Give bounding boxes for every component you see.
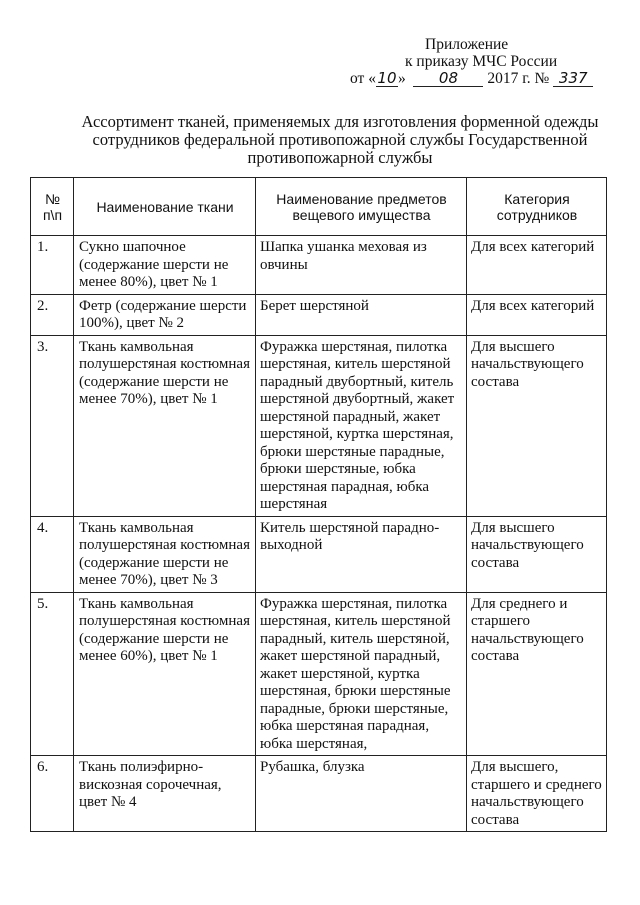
header-number: № п\п <box>31 178 74 236</box>
table-row <box>31 516 607 592</box>
date-mid: » <box>397 70 406 87</box>
row-fabric: Ткань камвольная полушерстяная костюмная (содержание шерсти не менее 70%), цвет № 1 <box>74 335 256 516</box>
table-row <box>31 335 607 516</box>
row-items: Китель шерстяной парадно-выходной <box>256 516 467 592</box>
row-category: Для среднего и старшего начальствующего состава <box>467 592 607 756</box>
date-year: 2017 г. № <box>487 70 550 87</box>
row-fabric: Фетр (содержание шерсти 100%), цвет № 2 <box>74 294 256 335</box>
approval-title: Приложение <box>425 36 509 53</box>
row-number: 5. <box>31 592 74 756</box>
row-items: Фуражка шерстяная, пилотка шерстяная, китель шерстяной парадный, китель шерстяной, жакет шерстяной парадный, жакет шерстяной, куртка шерстяная, брюки шерстяные парадные, брюки шерстяные, юбка шерстяная парадная, юбка шерстяная, <box>256 592 467 756</box>
table-header-row <box>31 178 607 236</box>
row-category: Для всех категорий <box>467 236 607 295</box>
document-title: Ассортимент тканей, применяемых для изготовления форменной одежды сотрудников федеральной противопожарной службы Государственной противопожарной службы <box>81 112 599 167</box>
row-number: 1. <box>31 236 74 295</box>
order-number: 337 <box>553 71 593 87</box>
row-number: 3. <box>31 335 74 516</box>
date-month: 08 <box>413 71 483 87</box>
table-row <box>31 294 607 335</box>
row-category: Для высшего, старшего и среднего начальствующего состава <box>467 756 607 832</box>
row-category: Для высшего начальствующего состава <box>467 516 607 592</box>
date-day: 10 <box>377 69 397 87</box>
row-fabric: Ткань камвольная полушерстяная костюмная (содержание шерсти не менее 60%), цвет № 1 <box>74 592 256 756</box>
table-row <box>31 756 607 832</box>
row-number: 2. <box>31 294 74 335</box>
row-fabric: Сукно шапочное (содержание шерсти не менее 80%), цвет № 1 <box>74 236 256 295</box>
header-category: Категория сотрудников <box>467 178 607 236</box>
header-items: Наименование предметов вещевого имущества <box>256 178 467 236</box>
row-items: Рубашка, блузка <box>256 756 467 832</box>
approval-order: к приказу МЧС России <box>405 53 558 70</box>
row-items: Берет шерстяной <box>256 294 467 335</box>
approval-block <box>350 36 610 87</box>
fabric-table <box>30 177 607 832</box>
row-items: Фуражка шерстяная, пилотка шерстяная, китель шерстяной парадный двубортный, китель шерстяной двубортный, жакет шерстяной парадный, жакет шерстяной, куртка шерстяная, брюки шерстяные парадные, брюки шерстяные, юбка шерстяная парадная, юбка шерстяная <box>256 335 467 516</box>
row-items: Шапка ушанка меховая из овчины <box>256 236 467 295</box>
row-category: Для высшего начальствующего состава <box>467 335 607 516</box>
row-fabric: Ткань камвольная полушерстяная костюмная (содержание шерсти не менее 70%), цвет № 3 <box>74 516 256 592</box>
row-category: Для всех категорий <box>467 294 607 335</box>
row-number: 4. <box>31 516 74 592</box>
table-row <box>31 592 607 756</box>
date-prefix: от « <box>350 70 376 87</box>
header-fabric: Наименование ткани <box>74 178 256 236</box>
table-row <box>31 236 607 295</box>
row-number: 6. <box>31 756 74 832</box>
approval-date-line <box>350 70 610 87</box>
row-fabric: Ткань полиэфирно-вискозная сорочечная, цвет № 4 <box>74 756 256 832</box>
